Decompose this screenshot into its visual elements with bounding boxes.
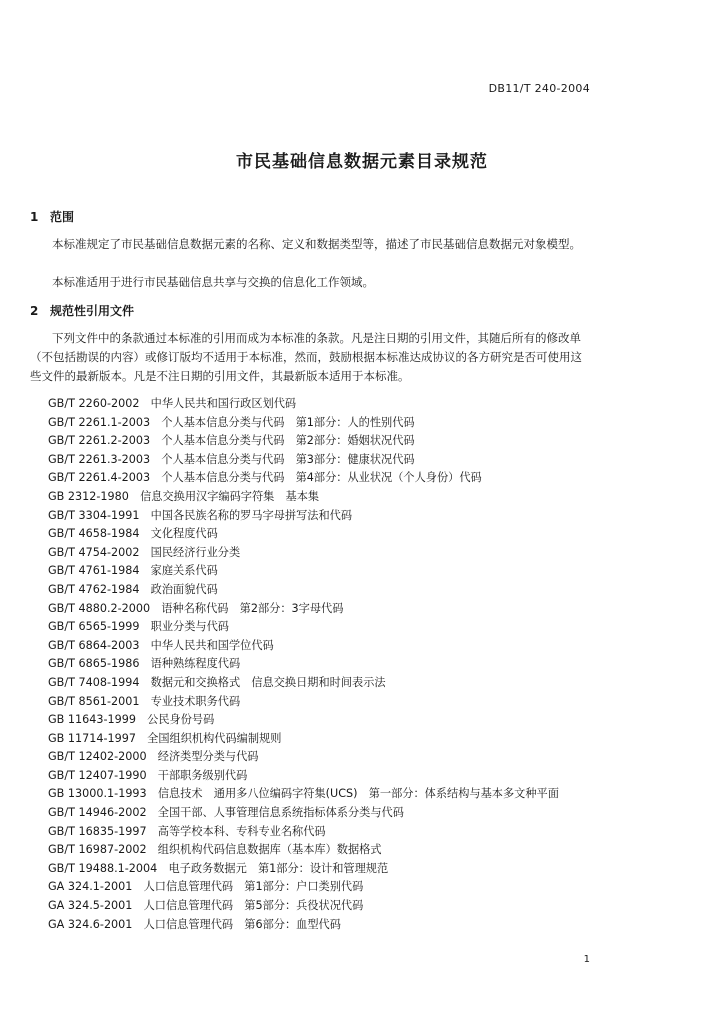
page-number: 1 bbox=[583, 954, 590, 965]
section-heading-scope bbox=[30, 208, 74, 225]
reference-item: GB/T 14946-2002 全国干部、人事管理信息系统指标体系分类与代码 bbox=[48, 806, 404, 820]
reference-item: GB/T 3304-1991 中国各民族名称的罗马字母拼写法和代码 bbox=[48, 508, 353, 522]
reference-item: GB/T 6565-1999 职业分类与代码 bbox=[48, 620, 229, 634]
section-title: 范围 bbox=[50, 210, 75, 224]
section-number: 2 bbox=[30, 304, 39, 318]
reference-item: GB/T 16835-1997 高等学校本科、专科专业名称代码 bbox=[48, 824, 326, 838]
reference-item: GB/T 12402-2000 经济类型分类与代码 bbox=[48, 750, 259, 764]
reference-item: GB/T 16987-2002 组织机构代码信息数据库（基本库）数据格式 bbox=[48, 843, 382, 857]
reference-item: GB/T 2261.3-2003 个人基本信息分类与代码 第3部分：健康状况代码 bbox=[48, 452, 415, 466]
reference-item: GB 11714-1997 全国组织机构代码编制规则 bbox=[48, 731, 282, 745]
reference-item: GB/T 6865-1986 语种熟练程度代码 bbox=[48, 657, 241, 671]
reference-item: GA 324.1-2001 人口信息管理代码 第1部分：户口类别代码 bbox=[48, 880, 364, 894]
reference-item: GB 13000.1-1993 信息技术 通用多八位编码字符集(UCS) 第一部分：体系结构与基本多文种平面 bbox=[48, 787, 559, 801]
reference-item: GB/T 8561-2001 专业技术职务代码 bbox=[48, 694, 241, 708]
section-number: 1 bbox=[30, 210, 39, 224]
reference-item: GB/T 4658-1984 文化程度代码 bbox=[48, 527, 218, 541]
scope-paragraph-2: 本标准适用于进行市民基础信息共享与交换的信息化工作领域。 bbox=[52, 275, 374, 289]
section-heading-normative-references bbox=[30, 302, 134, 319]
document-title: 市民基础信息数据元素目录规范 bbox=[236, 152, 488, 172]
reference-item: GB/T 6864-2003 中华人民共和国学位代码 bbox=[48, 638, 274, 652]
scope-paragraph-1: 本标准规定了市民基础信息数据元素的名称、定义和数据类型等，描述了市民基础信息数据元对象模型。 bbox=[52, 237, 581, 251]
reference-item: GB/T 2261.2-2003 个人基本信息分类与代码 第2部分：婚姻状况代码 bbox=[48, 434, 415, 448]
reference-list bbox=[48, 395, 559, 934]
standard-code: DB11/T 240-2004 bbox=[488, 82, 590, 95]
reference-item: GB/T 4762-1984 政治面貌代码 bbox=[48, 582, 218, 596]
reference-item: GB/T 2261.1-2003 个人基本信息分类与代码 第1部分：人的性别代码 bbox=[48, 415, 415, 429]
reference-item: GB 11643-1999 公民身份号码 bbox=[48, 713, 215, 727]
reference-item: GA 324.5-2001 人口信息管理代码 第5部分：兵役状况代码 bbox=[48, 899, 364, 913]
reference-item: GB/T 2261.4-2003 个人基本信息分类与代码 第4部分：从业状况（个人身份）代码 bbox=[48, 471, 482, 485]
reference-item: GB/T 7408-1994 数据元和交换格式 信息交换日期和时间表示法 bbox=[48, 675, 386, 689]
reference-item: GB 2312-1980 信息交换用汉字编码字符集 基本集 bbox=[48, 489, 320, 503]
reference-item: GB/T 4880.2-2000 语种名称代码 第2部分：3字母代码 bbox=[48, 601, 344, 615]
reference-item: GB/T 4761-1984 家庭关系代码 bbox=[48, 564, 218, 578]
reference-item: GA 324.6-2001 人口信息管理代码 第6部分：血型代码 bbox=[48, 917, 341, 931]
references-intro-paragraph: 下列文件中的条款通过本标准的引用而成为本标准的条款。凡是注日期的引用文件，其随后所有的修改单（不包括勘误的内容）或修订版均不适用于本标准，然而，鼓励根据本标准达成协议的各方研究是否可使用这些文件的最新版本。凡是不注日期的引用文件，其最新版本适用于本标准。 bbox=[30, 331, 582, 383]
reference-item: GB/T 4754-2002 国民经济行业分类 bbox=[48, 545, 241, 559]
reference-item: GB/T 2260-2002 中华人民共和国行政区划代码 bbox=[48, 397, 297, 410]
reference-item: GB/T 12407-1990 干部职务级别代码 bbox=[48, 768, 248, 782]
reference-item: GB/T 19488.1-2004 电子政务数据元 第1部分：设计和管理规范 bbox=[48, 861, 389, 875]
section-title: 规范性引用文件 bbox=[50, 304, 135, 318]
